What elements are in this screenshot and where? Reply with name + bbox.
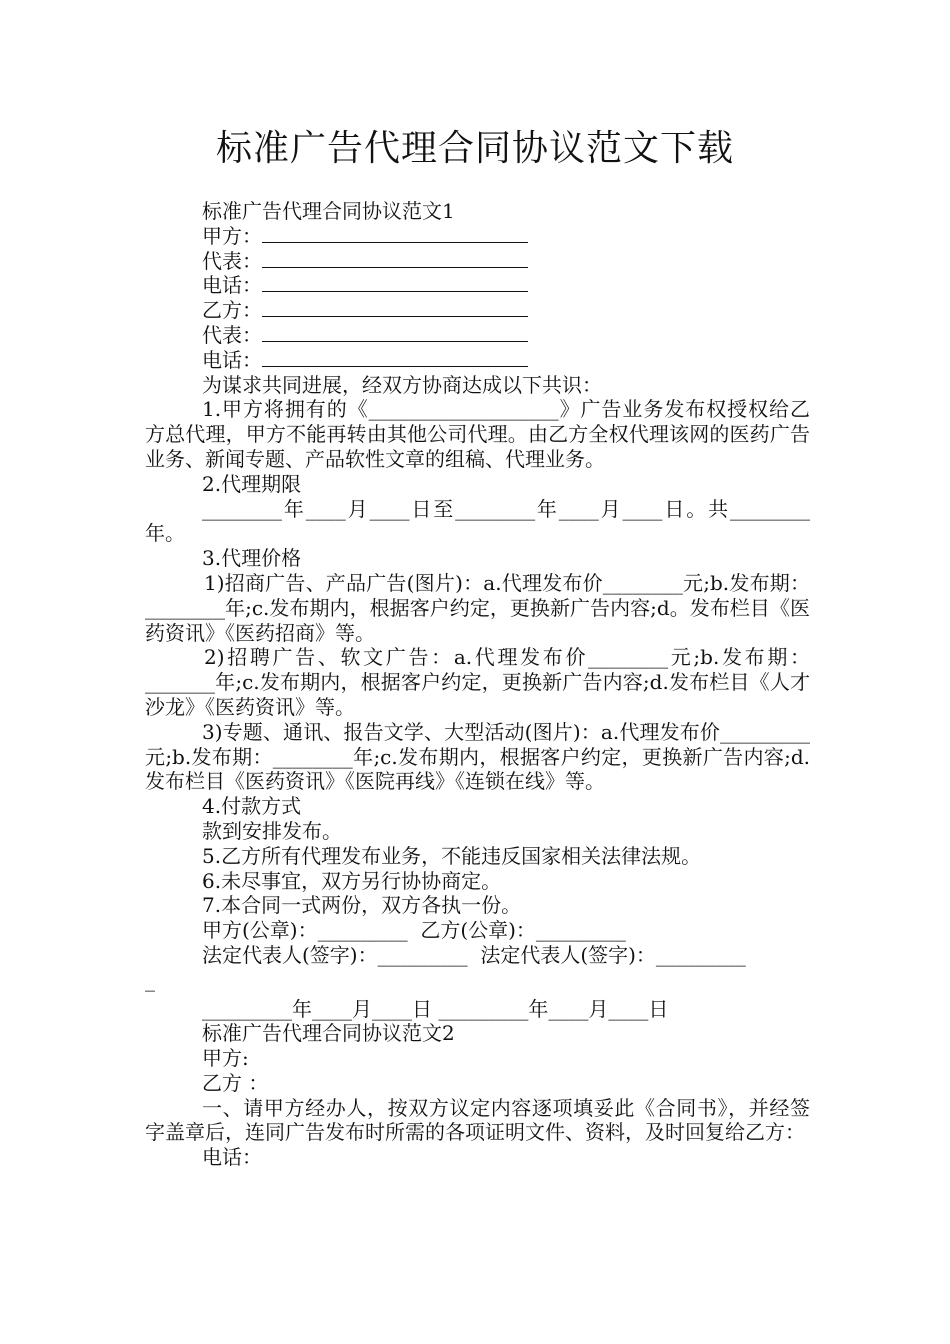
contract2-heading: 标准广告代理合同协议范文2 — [202, 1021, 455, 1046]
party-field-party-b: 乙方： — [145, 298, 810, 323]
clause-3-heading: 3.代理价格 — [202, 546, 302, 571]
blank-line — [262, 273, 528, 292]
clause-2-heading: 2.代理期限 — [202, 471, 302, 496]
clause-6: 6.未尽事宜，双方另行协协商定。 — [202, 868, 502, 893]
seal-line: 甲方(公章)：_________ 乙方(公章)：_________ — [202, 918, 626, 943]
clause-3-2: 2)招聘广告、软文广告：a.代理发布价________元;b.发布期：_______年;c.发布期内，根据客户约定，更换新广告内容;d.发布栏目《人才沙龙》《医药资讯》等。 — [145, 645, 810, 719]
party-field-rep-a: 代表： — [145, 249, 810, 274]
contract2-clause-1: 一、请甲方经办人，按双方议定内容逐项填妥此《合同书》，并经签字盖章后，连同广告发布时所需的各项证明文件、资料，及时回复给乙方： — [145, 1095, 810, 1145]
contract2-phone: 电话： — [202, 1145, 262, 1170]
signature-line: 法定代表人(签字)：_________ 法定代表人(签字)：_________ — [202, 942, 746, 967]
party-field-rep-b: 代表： — [145, 323, 810, 348]
clause-7: 7.本合同一式两份，双方各执一份。 — [202, 893, 522, 918]
signature-line-tail: _ — [145, 967, 155, 992]
contract2-party-b: 乙方 ： — [202, 1070, 269, 1095]
blank-line — [262, 298, 528, 317]
contract2-party-a: 甲方: — [202, 1046, 249, 1071]
document-title: 标准广告代理合同协议范文下载 — [215, 128, 734, 169]
party-field-phone-b: 电话： — [145, 348, 810, 373]
party-field-phone-a: 电话： — [145, 273, 810, 298]
clause-2-body: ________年____月____日至________年____月____日。共________年。 — [145, 496, 810, 546]
intro-paragraph: 为谋求共同进展，经双方协商达成以下共识： — [202, 372, 602, 397]
blank-line — [262, 224, 528, 243]
blank-line — [262, 348, 528, 367]
clause-1: 1.甲方将拥有的《___________________》广告业务发布权授权给乙方总代理，甲方不能再转由其他公司代理。由乙方全权代理该网的医药广告业务、新闻专题、产品软性文章的组稿、代理业务。 — [145, 397, 810, 471]
clause-4-body: 款到安排发布。 — [202, 818, 342, 843]
clause-3-3: 3)专题、通讯、报告文学、大型活动(图片)：a.代理发布价_________元;b.发布期：________年;c.发布期内，根据客户约定，更换新广告内容;d.发布栏目《医药资讯》《医院再线》《连锁在线》等。 — [145, 719, 810, 794]
document-body — [145, 199, 810, 1170]
date-line: _________年____月____日 _________年____月____日 — [202, 996, 669, 1021]
blank-line — [262, 249, 528, 268]
blank-line — [262, 323, 528, 342]
clause-5: 5.乙方所有代理发布业务，不能违反国家相关法律法规。 — [202, 843, 702, 868]
party-field-party-a: 甲方： — [145, 224, 810, 249]
clause-4-heading: 4.付款方式 — [202, 794, 302, 819]
contract1-heading: 标准广告代理合同协议范文1 — [202, 199, 455, 223]
clause-3-1: 1)招商广告、产品广告(图片)：a.代理发布价________元;b.发布期：________年;c.发布期内，根据客户约定，更换新广告内容;d。发布栏目《医药资讯》《医药招商》等。 — [145, 570, 810, 645]
